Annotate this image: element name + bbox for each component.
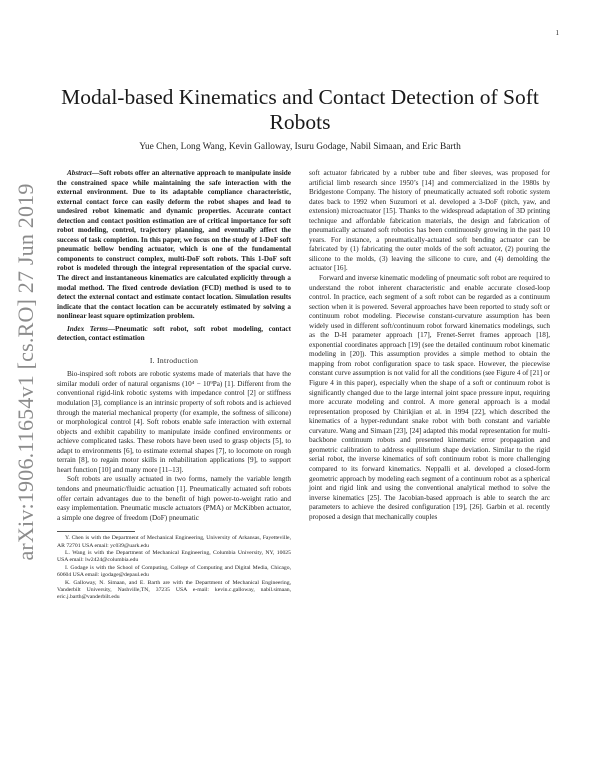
footnote: Y. Chen is with the Department of Mechanical Engineering, University of Arkansas, Fayetteville, AR 72701 USA email: yc039@uark.edu bbox=[57, 535, 291, 549]
body-paragraph: Forward and inverse kinematic modeling of pneumatic soft robot are required to understand the robot inherent characteristic and enable accurate closed-loop control. In practice, each segment of a soft robot can be regarded as a continuum section when it is powered. Several approaches have been reported to study soft or continuum robot modeling. Piecewise constant-curvature assumption has been widely used in different soft/continuum robot forward kinematics modelings, such as the D-H parameter approach [17], Frenet-Serret frames approach [18], exponential coordinates approach [19] (see the detailed continuum robot kinematic modeling in [20]). This assumption provides a simple method to obtain the mapping from robot configuration space to task space. However, the piecewise constant curve assumption is not valid for all the conditions (see Figure 4 of [21] or Figure 4 in this paper), especially when the shape of a soft or continuum robot is significantly changed due to the large internal joint space pressure input, requiring more accurate modeling and control. A more general approach is a modal representation proposed by Chirikjian et al. in 1994 [22], which described the kinematics of a hyper-redundant snake robot with both constant and variable curvature. Wang and Simaan [23], [24] adapted this modal representation for multi-backbone continuum robots and presented kinematic error propagation and geometric calibration to address equilibrium shape deviation. Similar to the rigid serial robot, the inverse kinematics of soft continuum robot is more challenging compared to its forward kinematics. Neppalli et al. developed a closed-form geometric approach by modeling each segment of a continuum robot as a spherical joint and rigid link and using the conventional analytical method to solve the inverse kinematics [25]. The Jacobian-based approach is able to search the arc parameters to achieve the desired configuration [19], [26]. Garbin et al. recently proposed a design that mechanically couples bbox=[309, 274, 550, 521]
left-column bbox=[57, 169, 291, 602]
footnote-rule bbox=[57, 531, 135, 532]
footnote: L. Wang is with the Department of Mechanical Engineering, Columbia University, NY, 10025 USA email: lw2424@columbia.edu bbox=[57, 549, 291, 564]
abstract-text: —Soft robots offer an alternative approach to manipulate inside the constrained space while maintaining the safe interaction with the external environment. Due to its adaptable compliance characteristic, external contact force can easily deform the robot shapes and lead to undesired robot kinematic and dynamic properties. Accurate contact detection and contact position estimation are of critical importance for soft robot modeling, control, trajectory planning, and eventually affect the success of task completion. In this paper, we focus on the study of 1-DoF soft pneumatic bellow bending actuator, which is one of the fundamental components to construct complex, multi-DoF soft robots. This 1-DoF soft robot is modeled through the integral representation of the spacial curve. The direct and instantaneous kinematics are calculated explicitly through a modal method. The fixed centrode deviation (FCD) method is used to to detect the external contact and estimate contact location. Simulation results indicate that the contact location can be accurately estimated by solving a nonlinear least square optimization problem. bbox=[57, 169, 291, 321]
index-terms-text: —Pneumatic soft robot, soft robot modeling, contact detection, contact estimation bbox=[57, 324, 291, 343]
body-paragraph: soft actuator fabricated by a rubber tube and fiber sleeves, was proposed for artificial limb research since 1950’s [14] and commercialized in the 1980s by Bridgestone Company. The history of pneumatically actuated soft robotic system dates back to 1992 when Suzumori et al. developed a 3-DoF (pitch, yaw, and extension) microactuator [15]. Thanks to the widespread adaptation of 3D printing technique and affordable fabrication materials, the design and fabrication of pneumatically actuated soft robotics has been continuously growing in the past 10 years. For instance, a pneumatically-actuated soft bending actuator can be fabricated by (1) fabricating the outer molds of the soft actuator, (2) pouring the silicone to the molds, (3) leaving the silicone to cure, and (4) demolding the actuator [16]. bbox=[309, 169, 550, 273]
abstract bbox=[57, 169, 291, 322]
right-column bbox=[309, 169, 550, 522]
section-heading: I. Introduction bbox=[149, 355, 199, 365]
body-paragraph: Soft robots are usually actuated in two forms, namely the variable length tendons and pneumatic/fluidic actuation [1]. Pneumatically actuated soft robots offer certain advantages due to the benefit of high power-to-weight ratio and easy implementation. Pneumatic muscle actuators (PMA) or McKibben actuator, a simple one degree of freedom (DoF) pneumatic bbox=[57, 475, 291, 522]
page-number: 1 bbox=[555, 29, 559, 37]
arxiv-stamp-text: arXiv:1906.11654v1 [cs.RO] 27 Jun 2019 bbox=[13, 183, 38, 561]
paper-title: Modal-based Kinematics and Contact Detection of Soft Robots bbox=[61, 85, 539, 134]
body-paragraph: Bio-inspired soft robots are robotic systems made of materials that have the similar moduli order of natural organisms (10⁴ − 10⁹Pa) [1]. Different from the conventional rigid-link robotic systems with impedance control [2] or stiffness modulation [3], compliance is an intrinsic property of soft robots and is achieved through the material mechanical property (for example, the softness of silicone) or morphological control [4]. Soft robots enable safe interaction with external objects and exhibit capability to manipulate inside confined environments or achieve complicated tasks. These robots have been used to grasp objects [5], to adapt to environments [6], to estimate external shapes [7], to locomote on rough terrain [8], to regain motor skills in rehabilitation applications [9], to support heart function [10] and many more [11–13]. bbox=[57, 370, 291, 474]
footnote: K. Galloway, N. Simaan, and E. Barth are with the Department of Mechanical Engineering, Vanderbilt University, Nashville,TN, 37235 USA e-mail: kevin.c.galloway, nabil.simaan, eric.j.barth@vanderbilt.edu bbox=[57, 579, 291, 601]
footnote: I. Godage is with the School of Computing, College of Computing and Digital Media, Chicago, 60604 USA email: igodage@depaul.edu bbox=[57, 564, 291, 579]
abstract-lead: Abstract bbox=[67, 169, 92, 177]
index-terms-lead: Index Terms bbox=[67, 324, 108, 333]
index-terms bbox=[57, 325, 291, 344]
author-list: Yue Chen, Long Wang, Kevin Galloway, Isuru Godage, Nabil Simaan, and Eric Barth bbox=[139, 142, 461, 152]
arxiv-stamp bbox=[3, 176, 49, 568]
